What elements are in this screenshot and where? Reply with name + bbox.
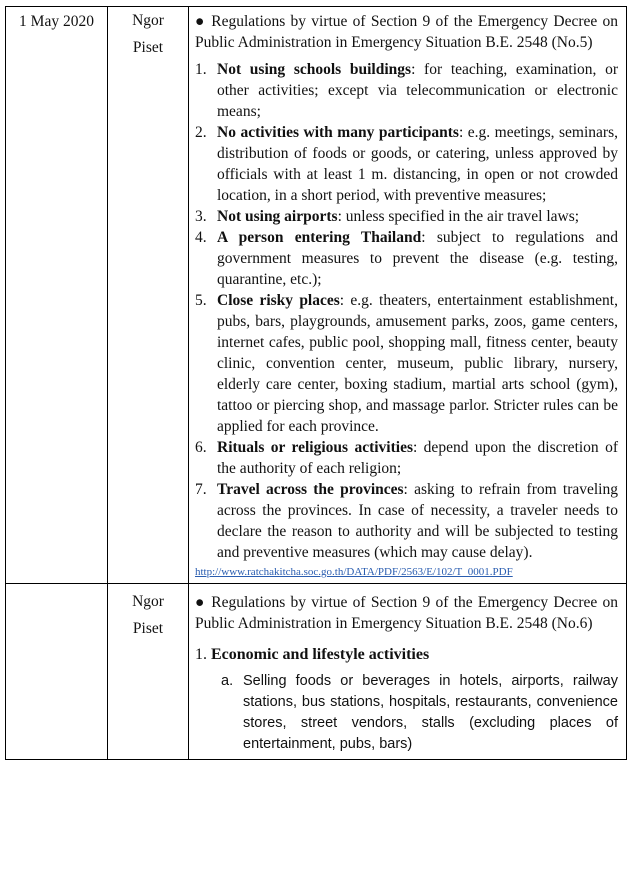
rule-text: : e.g. theaters, entertainment establishment, pubs, bars, playgrounds, amusement parks, zoos, game centers, internet cafes, public pool, shopping mall, fitness center, beauty clinic, convention center, museum, public library, nursery, elderly care center, boxing stadium, martial arts school (gym), tattoo or piercing shop, and massage parlor. Stricter rules can be applied for each province. <box>217 292 618 435</box>
rule-item <box>195 227 618 290</box>
name-text <box>108 584 188 642</box>
rule-text: : for teaching, examination, or other activities; except via telecommunication or electronic means; <box>217 61 618 120</box>
rule-title: Close risky places <box>217 292 340 309</box>
section-heading-number: 1. <box>195 646 207 663</box>
sub-items-list <box>221 671 618 755</box>
rule-title: A person entering Thailand <box>217 229 422 246</box>
section-heading <box>195 644 618 665</box>
date-text: 1 May 2020 <box>19 13 94 30</box>
bullet-icon: ● <box>195 594 205 611</box>
rule-number: 3. <box>195 208 207 225</box>
sub-item-letter: a. <box>221 673 234 689</box>
rule-item <box>195 290 618 437</box>
date-text <box>6 584 107 588</box>
rule-item <box>195 59 618 122</box>
rule-title: Not using schools buildings <box>217 61 412 78</box>
rule-item <box>195 122 618 206</box>
sub-item <box>221 671 618 755</box>
rule-number: 5. <box>195 292 207 309</box>
name-cell <box>108 584 189 760</box>
regulations-table <box>5 6 627 760</box>
bullet-icon: ● <box>195 13 205 30</box>
table-row <box>6 7 627 584</box>
date-cell <box>6 584 108 760</box>
section-heading-text: Economic and lifestyle activities <box>211 646 430 663</box>
content-cell <box>189 584 627 760</box>
name-text <box>108 7 188 61</box>
content-cell <box>189 7 627 584</box>
rule-text: : e.g. meetings, seminars, distribution of foods or goods, or catering, unless approved by officials with at least 1 m. distancing, in open or not crowded location, in a short period, with preventive measures; <box>217 124 618 204</box>
date-cell <box>6 7 108 584</box>
rule-number: 4. <box>195 229 207 246</box>
intro-text: Regulations by virtue of Section 9 of the Emergency Decree on Public Administration in Emergency Situation B.E. 2548 (No.6) <box>195 594 619 632</box>
rule-item <box>195 437 618 479</box>
rule-number: 1. <box>195 61 207 78</box>
rule-number: 6. <box>195 439 207 456</box>
source-link[interactable]: http://www.ratchakitcha.soc.go.th/DATA/PDF/2563/E/102/T_0001.PDF <box>195 566 513 578</box>
rule-text: : unless specified in the air travel laws; <box>337 208 580 225</box>
rule-title: No activities with many participants <box>217 124 459 141</box>
intro-text: Regulations by virtue of Section 9 of the Emergency Decree on Public Administration in Emergency Situation B.E. 2548 (No.5) <box>195 13 619 51</box>
regulation-intro <box>195 11 618 53</box>
rule-title: Rituals or religious activities <box>217 439 413 456</box>
regulation-intro <box>195 592 618 634</box>
rules-list <box>195 59 618 563</box>
rule-title: Travel across the provinces <box>217 481 404 498</box>
name-cell <box>108 7 189 584</box>
rule-text: : subject to regulations and government measures to prevent the disease (e.g. testing, quarantine, etc.); <box>217 229 618 288</box>
rule-text: : depend upon the discretion of the authority of each religion; <box>217 439 618 477</box>
table-row <box>6 584 627 760</box>
rule-text: : asking to refrain from traveling across the provinces. In case of necessity, a traveler needs to declare the reason to authority and will be subjected to testing and preventive measures (which may cause delay). <box>217 481 618 561</box>
rule-number: 2. <box>195 124 207 141</box>
rule-number: 7. <box>195 481 207 498</box>
name-line-2: Piset <box>132 620 164 637</box>
sub-item-text: Selling foods or beverages in hotels, airports, railway stations, bus stations, hospitals, restaurants, convenience stores, street vendors, stalls (excluding places of entertainment, pubs, bars) <box>243 673 618 752</box>
name-line-1: Ngor <box>132 12 164 29</box>
rule-item <box>195 479 618 563</box>
name-line-2: Piset <box>132 39 164 56</box>
name-line-1: Ngor <box>132 593 164 610</box>
rule-title: Not using airports <box>217 208 338 225</box>
rule-item <box>195 206 618 227</box>
